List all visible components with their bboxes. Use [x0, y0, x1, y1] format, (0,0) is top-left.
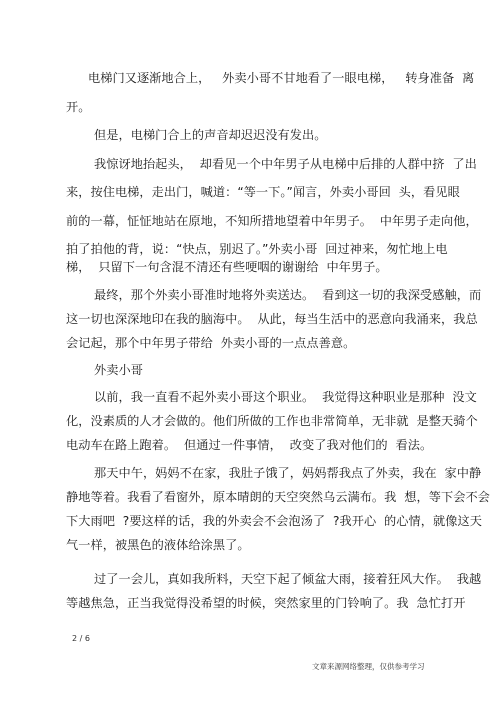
text-line: 我惊讶地抬起头， 却看见一个中年男子从电梯中后排的人群中挤 了出	[94, 157, 477, 171]
footer-note: 文章来源网络整理，仅供参考学习	[312, 662, 425, 671]
text-line: 那天中午，妈妈不在家，我肚子饿了，妈妈帮我点了外卖，我在 家中静	[94, 466, 482, 480]
text-line: 气一样，被黑色的液体给涂黑了。	[66, 538, 250, 552]
text-line: 会记起，那个中年男子带给 外卖小哥的一点点善意。	[66, 336, 356, 350]
text-line: 拍了拍他的背，说：“快点，别迟了。”外卖小哥 回过神来，匆忙地上电	[66, 242, 448, 256]
section-heading: 外卖小哥	[94, 363, 143, 377]
text-line: 化，没素质的人才会做的。他们所做的工作也非常简单，无非就 是整天骑个	[66, 414, 478, 428]
text-line: 最终，那个外卖小哥准时地将外卖送达。 看到这一切的我深受感触，而	[94, 288, 482, 302]
text-line: 开。	[66, 100, 91, 114]
text-line: 这一切也深深地印在我的脑海中。 从此，每当生活中的恶意向我涌来，我总	[66, 312, 478, 326]
text-line: 电动车在路上跑着。 但通过一件事情， 改变了我对他们的 看法。	[66, 438, 433, 452]
text-line: 下大雨吧 ?要这样的话，我的外卖会不会泡汤了 ?我开心 的心情，就像这天	[66, 514, 482, 528]
text-line: 但是，电梯门合上的声音却迟迟没有发出。	[94, 128, 327, 142]
text-line: 静地等着。我看了看窗外，原本晴朗的天空突然乌云满布。我 想，等下会不会	[66, 490, 490, 504]
text-line: 过了一会儿，真如我所料，天空下起了倾盆大雨，接着狂风大作。 我越	[94, 572, 482, 586]
text-line: 以前，我一直看不起外卖小哥这个职业。 我觉得这种职业是那种 没文	[94, 390, 477, 404]
text-line: 梯， 只留下一句含混不清还有些哽咽的谢谢给 中年男子。	[66, 260, 388, 274]
text-line: 等越焦急，正当我觉得没希望的时候，突然家里的门铃响了。我 急忙打开	[66, 596, 466, 610]
text-line: 电梯门又逐渐地合上， 外卖小哥不甘地看了一眼电梯， 转身准备 离	[88, 71, 475, 85]
page-number: 2 / 6	[72, 634, 90, 643]
text-line: 前的一幕，怔怔地站在原地，不知所措地望着中年男子。 中年男子走向他，	[66, 214, 478, 228]
text-line: 来，按住电梯，走出门，喊道：“等一下。”闻言，外卖小哥回 头，看见眼	[66, 185, 460, 199]
